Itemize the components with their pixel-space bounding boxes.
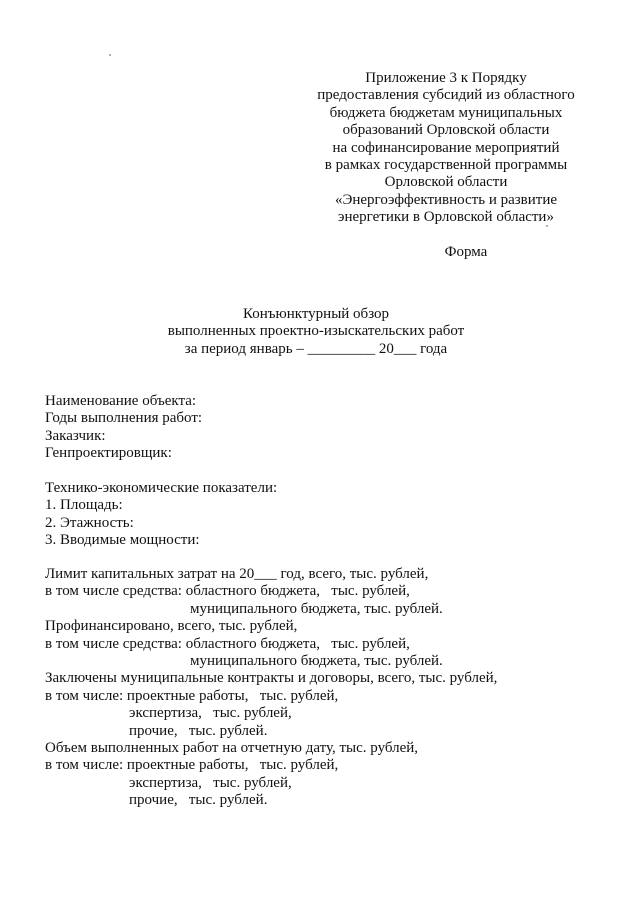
finance-line: Профинансировано, всего, тыс. рублей,	[45, 618, 298, 635]
form-label: Форма	[444, 244, 488, 260]
indicators-heading: Технико-экономические показатели:	[45, 480, 278, 496]
finance-line: в том числе средства: областного бюджета, тыс. рублей,	[45, 583, 410, 600]
annex-line: образований Орловской области	[342, 122, 550, 139]
annex-line: Приложение 3 к Порядку	[365, 70, 527, 86]
title-line: за период январь – _________ 20___ года	[184, 340, 448, 357]
finance-line: муниципального бюджета, тыс. рублей.	[190, 600, 443, 617]
finance-line: муниципального бюджета, тыс. рублей.	[190, 653, 443, 670]
annex-line: бюджета бюджетам муниципальных	[329, 104, 563, 121]
finance-line: в том числе: проектные работы, тыс. рублей,	[45, 687, 339, 704]
work-years-field: Годы выполнения работ:	[45, 410, 203, 427]
annex-line: «Энергоэффективность и развитие	[334, 191, 558, 208]
finance-line: экспертиза, тыс. рублей,	[129, 774, 292, 791]
finance-line: экспертиза, тыс. рублей,	[129, 705, 292, 722]
annex-header	[300, 70, 592, 227]
area-field: 1. Площадь:	[45, 497, 123, 514]
general-designer-field: Генпроектировщик:	[45, 445, 172, 462]
customer-field: Заказчик:	[45, 427, 106, 444]
finance-line: в том числе средства: областного бюджета, тыс. рублей,	[45, 635, 410, 652]
annex-line: на софинансирование мероприятий	[332, 139, 560, 156]
finance-line: Заключены муниципальные контракты и договоры, всего, тыс. рублей,	[45, 670, 498, 687]
annex-line: энергетики в Орловской области»	[338, 209, 554, 226]
finance-line: Объем выполненных работ на отчетную дату, тыс. рублей,	[45, 740, 419, 757]
document-title	[140, 306, 492, 358]
annex-line: Орловской области	[384, 174, 508, 191]
annex-line: предоставления субсидий из областного	[317, 87, 575, 104]
floors-field: 2. Этажность:	[45, 514, 134, 531]
finance-line: в том числе: проектные работы, тыс. рублей,	[45, 757, 339, 774]
finance-line: прочие, тыс. рублей.	[129, 792, 268, 809]
finance-line: Лимит капитальных затрат на 20___ год, всего, тыс. рублей,	[45, 566, 429, 582]
object-name-field: Наименование объекта:	[45, 393, 197, 409]
title-line: выполненных проектно-изыскательских работ	[167, 323, 465, 340]
finance-line: прочие, тыс. рублей.	[129, 722, 268, 739]
finance-section	[45, 566, 605, 810]
annex-line: в рамках государственной программы	[324, 157, 568, 174]
scan-speck	[109, 54, 111, 56]
object-info-section	[45, 393, 605, 463]
title-line: Конъюнктурный обзор	[242, 306, 390, 322]
capacity-field: 3. Вводимые мощности:	[45, 532, 200, 549]
indicators-section	[45, 480, 605, 550]
